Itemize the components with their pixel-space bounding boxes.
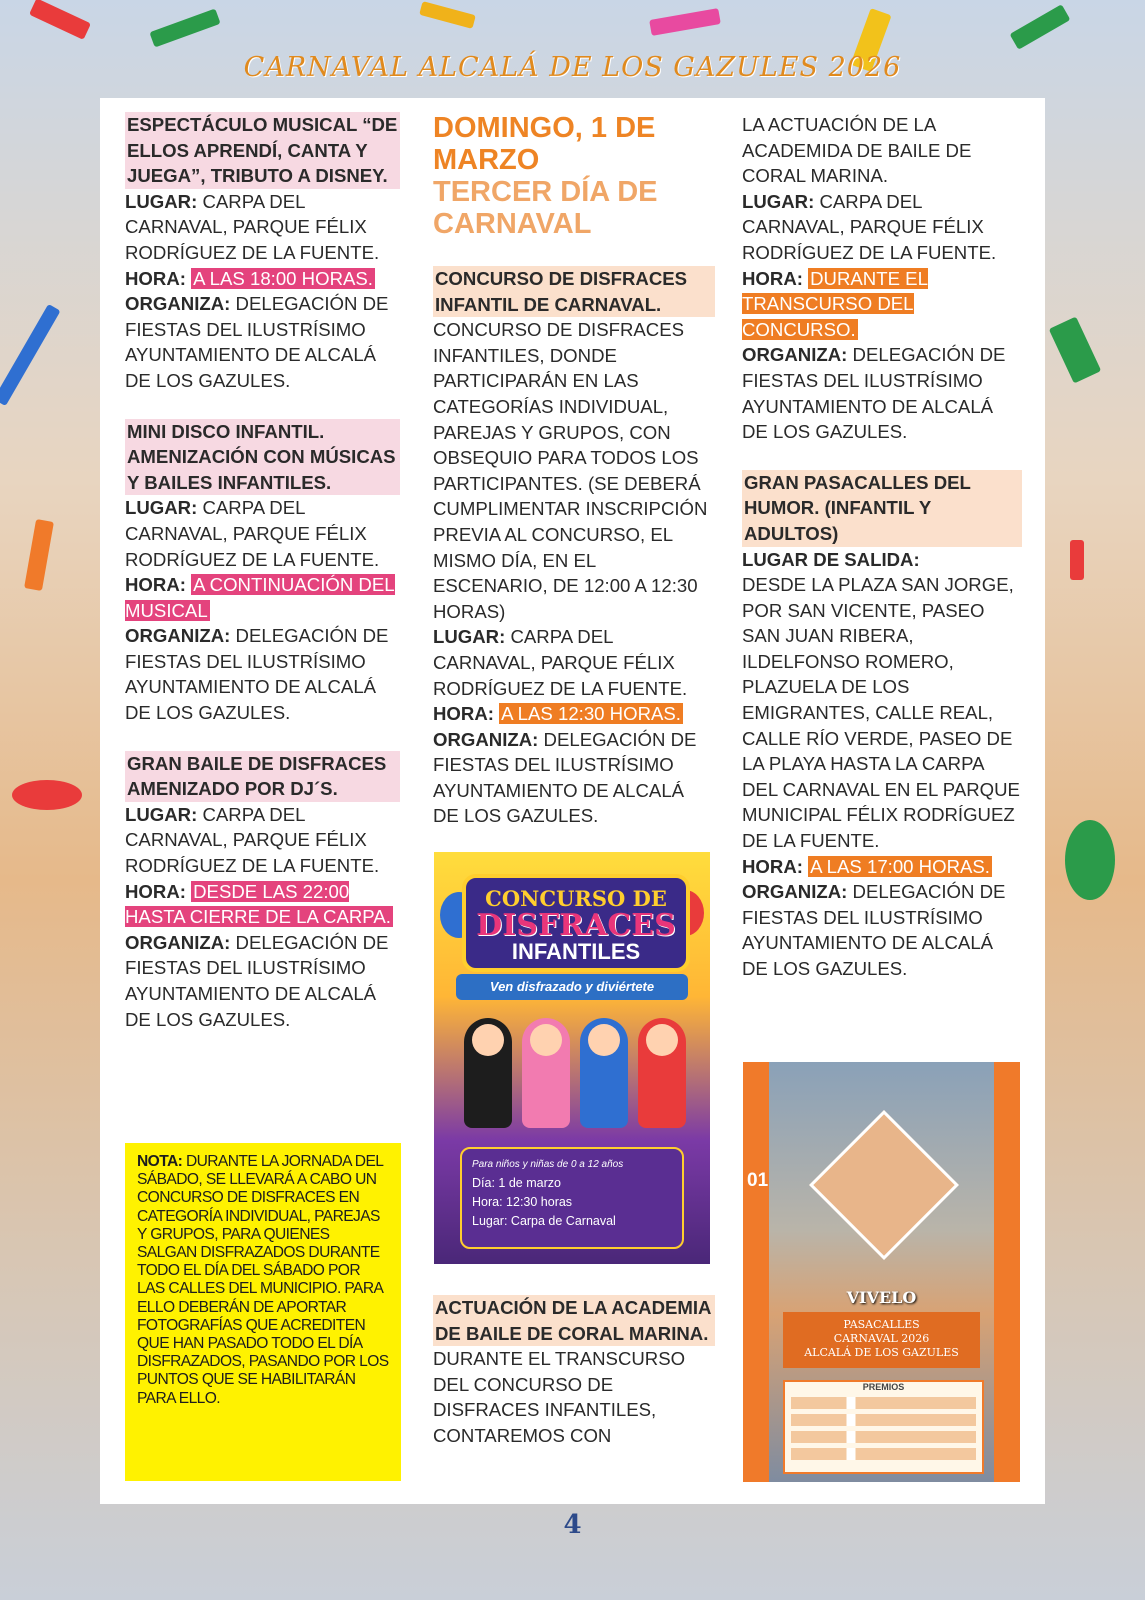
event-organiza bbox=[742, 342, 1022, 444]
event-continuation-text: LA ACTUACIÓN DE LA ACADEMIDA DE BAILE DE CORAL MARINA. bbox=[742, 114, 972, 187]
hora-label: HORA: bbox=[125, 267, 186, 289]
column-middle bbox=[433, 112, 715, 854]
poster-photo-frame bbox=[809, 1110, 959, 1260]
hora-value: A LAS 18:00 HORAS. bbox=[193, 267, 373, 289]
event-hora bbox=[742, 266, 1022, 343]
event-hora bbox=[125, 266, 400, 292]
column-right bbox=[742, 112, 1022, 1007]
poster-banner bbox=[462, 874, 690, 972]
lugar-label: LUGAR: bbox=[742, 190, 815, 212]
poster-concurso-disfraces bbox=[434, 852, 710, 1264]
poster-hora: Hora: 12:30 horas bbox=[472, 1195, 573, 1209]
nota-label: NOTA: bbox=[137, 1153, 183, 1170]
organiza-value: DELEGACIÓN DE FIESTAS DEL ILUSTRÍSIMO AYUNTAMIENTO DE ALCALÁ DE LOS GAZULES. bbox=[433, 728, 697, 827]
poster-line-1: PASACALLES bbox=[843, 1318, 920, 1331]
event-mini-disco bbox=[125, 419, 400, 726]
event-gran-baile bbox=[125, 751, 400, 1033]
event-lugar bbox=[433, 624, 715, 701]
poster-title-1: CONCURSO DE bbox=[485, 886, 667, 911]
organiza-label: ORGANIZA: bbox=[125, 293, 231, 315]
lugar-label: LUGAR: bbox=[125, 803, 198, 825]
page-header-title: CARNAVAL ALCALÁ DE LOS GAZULES 2026 bbox=[243, 52, 902, 83]
event-organiza bbox=[125, 930, 400, 1032]
salida-value: DESDE LA PLAZA SAN JORGE, POR SAN VICENTE, PASEO SAN JUAN RIBERA, ILDELFONSO ROMERO, PLAZUELA DE LOS EMIGRANTES, CALLE REAL, CALLE RÍO VERDE, PASEO DE LA PLAYA HASTA LA CARPA DEL CARNAVAL EN EL PARQUE MUNICIPAL FÉLIX RODRÍGUEZ DE LA FUENTE. bbox=[742, 574, 1020, 852]
hora-label: HORA: bbox=[742, 855, 803, 877]
hora-label: HORA: bbox=[125, 880, 186, 902]
organiza-value: DELEGACIÓN DE FIESTAS DEL ILUSTRÍSIMO AYUNTAMIENTO DE ALCALÁ DE LOS GAZULES. bbox=[125, 625, 389, 724]
poster-prizes-title: PREMIOS bbox=[862, 1382, 905, 1392]
poster-prize-table bbox=[783, 1380, 984, 1474]
organiza-value: DELEGACIÓN DE FIESTAS DEL ILUSTRÍSIMO AYUNTAMIENTO DE ALCALÁ DE LOS GAZULES. bbox=[125, 293, 389, 391]
event-title: GRAN PASACALLES DEL HUMOR. (INFANTIL Y ADULTOS) bbox=[742, 470, 1022, 547]
lugar-value: CARPA DEL CARNAVAL, PARQUE FÉLIX RODRÍGUEZ DE LA FUENTE. bbox=[125, 803, 380, 877]
event-hora bbox=[433, 701, 715, 727]
poster-title-3: INFANTILES bbox=[511, 939, 641, 964]
event-description: DURANTE EL TRANSCURSO DEL CONCURSO DE DISFRACES INFANTILES, CONTAREMOS CON bbox=[433, 1348, 686, 1446]
event-musical bbox=[125, 112, 400, 394]
day-title: DOMINGO, 1 DE MARZO bbox=[433, 112, 656, 176]
poster-audience: Para niños y niñas de 0 a 12 años bbox=[472, 1159, 624, 1170]
hora-label: HORA: bbox=[433, 703, 494, 725]
kid-pirate-illustration bbox=[464, 1018, 512, 1128]
poster-info bbox=[460, 1147, 684, 1249]
organiza-label: ORGANIZA: bbox=[125, 931, 231, 953]
poster-side-band bbox=[994, 1062, 1020, 1482]
event-organiza bbox=[125, 291, 400, 393]
poster-subtitle: Ven disfrazado y diviértete bbox=[456, 974, 688, 1000]
organiza-value: DELEGACIÓN DE FIESTAS DEL ILUSTRÍSIMO AYUNTAMIENTO DE ALCALÁ DE LOS GAZULES. bbox=[742, 881, 1006, 979]
poster-brand: VIVELO bbox=[846, 1288, 917, 1307]
event-actuacion-continuation bbox=[742, 112, 1022, 445]
hora-value: A LAS 12:30 HORAS. bbox=[501, 703, 681, 725]
nota-text: DURANTE LA JORNADA DEL SÁBADO, SE LLEVARÁ A CABO UN CONCURSO DE DISFRACES EN CATEGORÍA INDIVIDUAL, PAREJAS Y GRUPOS, PARA QUIENES SALGAN DISFRAZADOS DURANTE TODO EL DÍA DEL SÁBADO POR LAS CALLES DEL MUNICIPIO. PARA ELLO DEBERÁN DE APORTAR FOTOGRAFÍAS QUE ACREDITEN QUE HAN PASADO TODO EL DÍA DISFRAZADOS, PASANDO POR LOS PUNTOS QUE SE HABILITARÁN PARA ELLO. bbox=[137, 1153, 389, 1407]
event-lugar bbox=[125, 495, 400, 572]
poster-line-2: CARNAVAL 2026 bbox=[833, 1332, 930, 1345]
organiza-value: DELEGACIÓN DE FIESTAS DEL ILUSTRÍSIMO AYUNTAMIENTO DE ALCALÁ DE LOS GAZULES. bbox=[125, 931, 389, 1030]
event-title: CONCURSO DE DISFRACES INFANTIL DE CARNAVAL. bbox=[433, 266, 715, 317]
event-title: MINI DISCO INFANTIL. AMENIZACIÓN CON MÚSICAS Y BAILES INFANTILES. bbox=[125, 419, 400, 496]
poster-side-band bbox=[743, 1062, 769, 1482]
nota-box bbox=[125, 1143, 401, 1481]
event-lugar bbox=[742, 189, 1022, 266]
lugar-value: CARPA DEL CARNAVAL, PARQUE FÉLIX RODRÍGUEZ DE LA FUENTE. bbox=[125, 190, 380, 263]
organiza-label: ORGANIZA: bbox=[742, 881, 848, 903]
event-pasacalles bbox=[742, 470, 1022, 982]
poster-pasacalles bbox=[743, 1062, 1020, 1482]
poster-lugar: Lugar: Carpa de Carnaval bbox=[472, 1214, 616, 1228]
organiza-value: DELEGACIÓN DE FIESTAS DEL ILUSTRÍSIMO AYUNTAMIENTO DE ALCALÁ DE LOS GAZULES. bbox=[742, 344, 1006, 443]
page-number: 4 bbox=[563, 1510, 582, 1540]
event-lugar bbox=[125, 802, 400, 879]
poster-label bbox=[783, 1312, 980, 1368]
event-actuacion-academia bbox=[433, 1295, 715, 1449]
event-hora bbox=[125, 879, 400, 930]
lugar-value: CARPA DEL CARNAVAL, PARQUE FÉLIX RODRÍGUEZ DE LA FUENTE. bbox=[742, 190, 997, 263]
lugar-label: LUGAR: bbox=[433, 626, 506, 648]
kid-superhero-illustration bbox=[580, 1018, 628, 1128]
hora-value: DESDE LAS 22:00 HASTA CIERRE DE LA CARPA. bbox=[125, 880, 391, 928]
event-organiza bbox=[742, 879, 1022, 981]
event-title: ACTUACIÓN DE LA ACADEMIA DE BAILE DE CORAL MARINA. bbox=[433, 1295, 715, 1346]
event-lugar bbox=[125, 189, 400, 266]
organiza-label: ORGANIZA: bbox=[125, 625, 231, 647]
hora-label: HORA: bbox=[742, 267, 803, 289]
poster-line-3: ALCALÁ DE LOS GAZULES bbox=[804, 1346, 959, 1359]
event-organiza bbox=[433, 727, 715, 829]
event-description: CONCURSO DE DISFRACES INFANTILES, DONDE PARTICIPARÁN EN LAS CATEGORÍAS INDIVIDUAL, PAREJAS Y GRUPOS, CON OBSEQUIO PARA TODOS LOS PARTICIPANTES. (SE DEBERÁ CUMPLIMENTAR INSCRIPCIÓN PREVIA AL CONCURSO, EL MISMO DÍA, EN EL ESCENARIO, DE 12:00 A 12:30 HORAS) bbox=[433, 319, 708, 622]
hora-value: A CONTINUACIÓN DEL MUSICAL bbox=[125, 574, 395, 621]
lugar-label: LUGAR: bbox=[125, 190, 198, 212]
column-left bbox=[125, 112, 400, 1057]
event-concurso-disfraces bbox=[433, 266, 715, 829]
hora-value: A LAS 17:00 HORAS. bbox=[810, 855, 990, 877]
organiza-label: ORGANIZA: bbox=[433, 728, 539, 750]
hora-value: DURANTE EL TRANSCURSO DEL CONCURSO. bbox=[742, 267, 928, 340]
poster-title-2: DISFRACES bbox=[476, 908, 676, 943]
event-organiza bbox=[125, 623, 400, 725]
salida-label: LUGAR DE SALIDA: bbox=[742, 548, 920, 570]
column-middle-bottom bbox=[433, 1295, 715, 1474]
organiza-label: ORGANIZA: bbox=[742, 344, 848, 366]
lugar-value: CARPA DEL CARNAVAL, PARQUE FÉLIX RODRÍGUEZ DE LA FUENTE. bbox=[125, 497, 380, 570]
kid-clown-illustration bbox=[638, 1018, 686, 1128]
event-hora bbox=[125, 572, 400, 623]
kid-princess-illustration bbox=[522, 1018, 570, 1128]
poster-dia: Día: 1 de marzo bbox=[472, 1176, 561, 1190]
event-hora bbox=[742, 854, 1022, 880]
hora-label: HORA: bbox=[125, 574, 186, 596]
lugar-value: CARPA DEL CARNAVAL, PARQUE FÉLIX RODRÍGUEZ DE LA FUENTE. bbox=[433, 626, 688, 699]
event-title: GRAN BAILE DE DISFRACES AMENIZADO POR DJ´S. bbox=[125, 751, 400, 802]
lugar-label: LUGAR: bbox=[125, 497, 198, 519]
day-subtitle: TERCER DÍA DE CARNAVAL bbox=[433, 176, 658, 240]
event-title: ESPECTÁCULO MUSICAL “DE ELLOS APRENDÍ, CANTA Y JUEGA”, TRIBUTO A DISNEY. bbox=[125, 112, 400, 189]
poster-date: 01 bbox=[747, 1170, 769, 1191]
